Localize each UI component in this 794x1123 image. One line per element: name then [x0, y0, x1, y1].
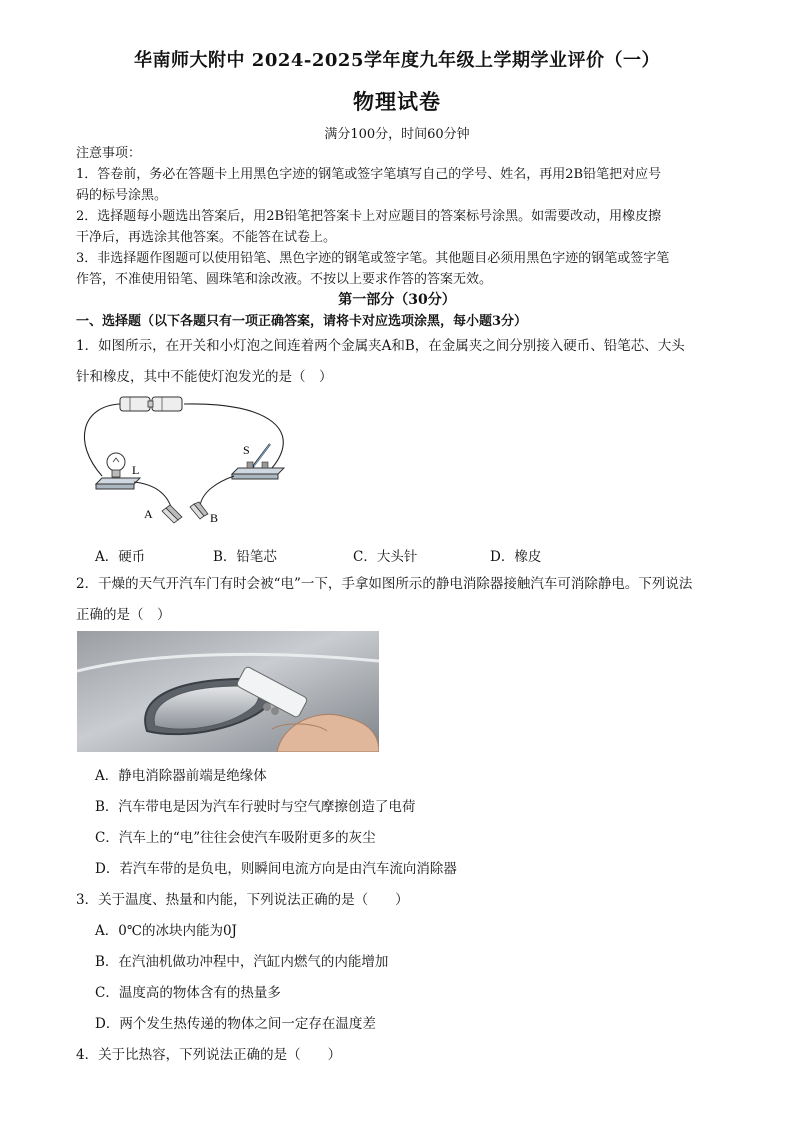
notes-line: 作答，不准使用铅笔、圆珠笔和涂改液。不按以上要求作答的答案无效。	[76, 272, 493, 287]
q4-stem: 4．关于比热容，下列说法正确的是（ ）	[76, 1047, 342, 1063]
q2-option-b: B．汽车带电是因为汽车行驶时与空气摩擦创造了电荷	[95, 799, 416, 815]
notes-block	[76, 143, 726, 290]
subject-title: 物理试卷	[353, 89, 441, 114]
lamp-label: L	[132, 463, 140, 477]
q1-stem-line1: 1．如图所示，在开关和小灯泡之间连着两个金属夹A和B，在金属夹之间分别接入硬币、铅笔芯、大头	[76, 338, 685, 354]
notes-line: 1．答卷前，务必在答题卡上用黑色字迹的钢笔或签字笔填写自己的学号、姓名，再用2B铅笔把对应号	[76, 167, 662, 182]
q3-option-c: C．温度高的物体含有的热量多	[95, 985, 281, 1001]
section-instructions: 一、选择题（以下各题只有一项正确答案，请将卡对应选项涂黑，每小题3分）	[76, 314, 528, 329]
q2-option-a: A．静电消除器前端是绝缘体	[95, 768, 267, 784]
notes-line: 3．非选择题作图题可以使用铅笔、黑色字迹的钢笔或签字笔。其他题目必须用黑色字迹的钢笔或签字笔	[76, 251, 670, 266]
q1-option-a: A．硬币	[95, 549, 146, 565]
q1-option-c: C．大头针	[353, 549, 418, 565]
circuit-diagram	[72, 392, 302, 532]
q1-option-d: D．橡皮	[490, 549, 542, 565]
q3-stem: 3．关于温度、热量和内能，下列说法正确的是（ ）	[76, 892, 409, 908]
q1-option-b: B．铅笔芯	[213, 549, 277, 565]
clip-b-icon	[190, 502, 208, 519]
clip-a-icon	[162, 505, 182, 523]
section-title: 第一部分（30分）	[338, 292, 456, 308]
clip-a-label: A	[144, 507, 153, 521]
notes-line: 码的标号涂黑。	[76, 188, 168, 203]
q2-stem-line2: 正确的是（ ）	[76, 607, 171, 623]
q2-option-c: C．汽车上的“电”往往会使汽车吸附更多的灰尘	[95, 830, 376, 846]
battery-icon	[120, 397, 182, 411]
notes-line: 干净后，再选涂其他答案。不能答在试卷上。	[76, 230, 337, 245]
notes-heading: 注意事项：	[76, 146, 142, 161]
notes-line: 2．选择题每小题选出答案后，用2B铅笔把答案卡上对应题目的答案标号涂黑。如需要改动，用橡皮擦	[76, 209, 662, 224]
switch-label: S	[243, 443, 250, 457]
q3-option-a: A．0℃的冰块内能为0J	[95, 923, 237, 939]
q1-stem-line2: 针和橡皮，其中不能使灯泡发光的是（ ）	[76, 369, 333, 385]
q3-option-b: B．在汽油机做功冲程中，汽缸内燃气的内能增加	[95, 954, 389, 970]
exam-title: 华南师大附中 2024-2025学年度九年级上学期学业评价（一）	[134, 50, 660, 71]
clip-b-label: B	[210, 511, 219, 525]
static-eliminator-photo	[77, 631, 379, 752]
q2-stem-line1: 2．干燥的天气开汽车门有时会被“电”一下，手拿如图所示的静电消除器接触汽车可消除静电。下列说法	[76, 576, 693, 592]
q3-option-d: D．两个发生热传递的物体之间一定存在温度差	[95, 1016, 376, 1032]
exam-meta: 满分100分，时间60分钟	[324, 127, 470, 142]
q2-option-d: D．若汽车带的是负电，则瞬间电流方向是由汽车流向消除器	[95, 861, 457, 877]
